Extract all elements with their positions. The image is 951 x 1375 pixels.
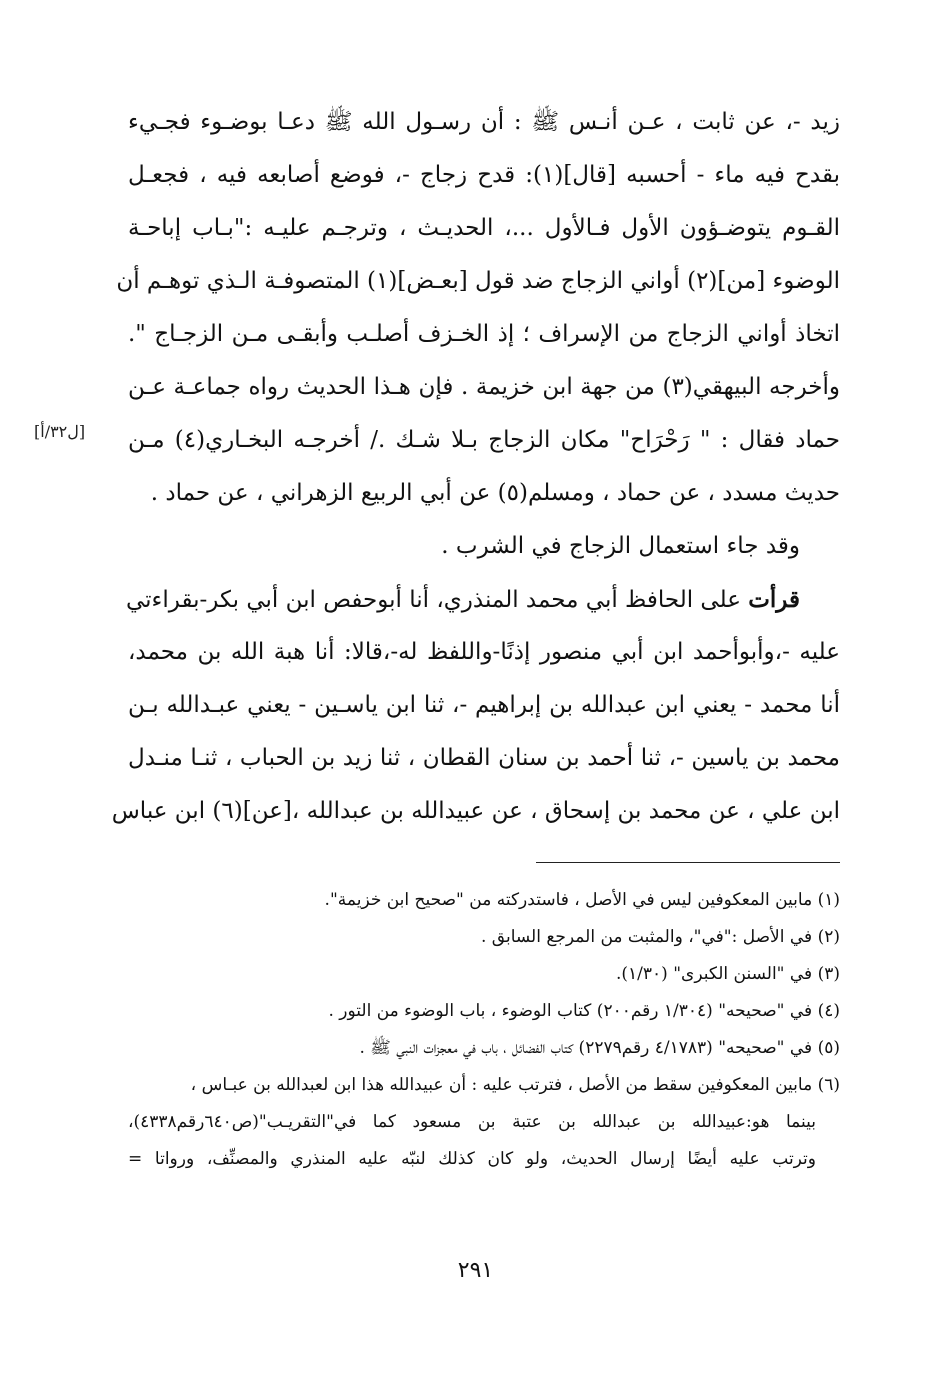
footnote-5: (٥) في "صحيحه" (٤/١٧٨٣ رقم٢٢٧٩) كتاب الفضائل ، باب في معجزات النبي ﷺ . — [359, 1038, 840, 1058]
footnote-separator — [536, 862, 840, 863]
footnote-3: (٣) في "السنن الكبرى" (١/٣٠). — [615, 964, 840, 984]
footnote-2: (٢) في الأصل :"في"، والمثبت من المرجع السابق . — [481, 927, 840, 947]
footnote-6: (٦) مابين المعكوفين سقط من الأصل ، فترتب عليه : أن عبيدالله هذا ابن لعبدالله بن عبـاس ، — [190, 1075, 840, 1095]
footnote-1: (١) مابين المعكوفين ليس في الأصل ، فاستدركته من "صحيح ابن خزيمة". — [324, 890, 840, 910]
paragraph-lead-word: قرأت — [748, 586, 800, 613]
text-line-3: القـوم يتوضـؤون الأول فـالأول ...، الحديـث ، وترجـم عليـه :"بـاب إباحـة — [128, 215, 840, 241]
text-line-1: زيد -، عن ثابت ، عـن أنـس ﷺ : أن رسـول الله ﷺ دعـا بوضـوء فجـيء — [128, 109, 840, 135]
text-line-2: بقدح فيه ماء - أحسبه [قال](١): قدح زجاج -، فوضع أصابعه فيه ، فجعـل — [128, 162, 840, 188]
footnote-6-continued: بينما هو:عبيدالله بن عبدالله بن عتبة بن مسعود كما في"التقريـب"(ص٦٤٠رقم٤٣٣٨)، — [128, 1112, 816, 1132]
main-text-body — [111, 96, 840, 838]
footnote-4: (٤) في "صحيحه" (١/٣٠٤ رقم٢٠٠) كتاب الوضوء ، باب الوضوء من التور . — [328, 1001, 840, 1021]
text-line-8: حديث مسدد ، عن حماد ، ومسلم(٥) عن أبي الربيع الزهراني ، عن حماد . — [150, 480, 840, 506]
text-line-7: حماد فقال : " رَحْرَاح" مكان الزجاج بـلا شـك ./ أخرجـه البخـاري(٤) مـن — [128, 427, 840, 453]
text-line-12: أنا محمد - يعني ابن عبدالله بن إبراهيم -، ثنا ابن ياسـين - يعني عبـدالله بـن — [128, 692, 840, 718]
text-line-13: محمد بن ياسين -، ثنا أحمد بن سنان القطان ، ثنا زيد بن الحباب ، ثنـا منـدل — [128, 745, 840, 771]
text-line-4: الوضوء [من](٢) أواني الزجاج ضد قول [بعـض](١) المتصوفـة الـذي توهـم أن — [116, 268, 840, 294]
footnotes — [128, 882, 840, 1178]
text-line-10 — [125, 573, 840, 626]
manuscript-folio-note: [ل٣٢/أ] — [34, 422, 86, 441]
text-line-6: وأخرجه البيهقي(٣) من جهة ابن خزيمة . فإن هـذا الحديث رواه جماعـة عـن — [128, 374, 840, 400]
footnote-6-continued-2: وترتب عليه أيضًا إرسال الحديث، ولو كان كذلك لنبّه عليه المنذري والمصنِّف، ورواتا = — [128, 1149, 816, 1169]
text-line-5: اتخاذ أواني الزجاج من الإسراف ؛ إذ الخـزف أصلـب وأبقـى مـن الزجـاج ". — [128, 321, 840, 347]
text-line-14: ابن علي ، عن محمد بن إسحاق ، عن عبيدالله بن عبدالله ،[عن](٦) ابن عباس — [111, 798, 840, 824]
page-number: ٢٩١ — [457, 1258, 494, 1283]
text-line-10-rest: على الحافظ أبي محمد المنذري، أنا أبوحفص ابن أبي بكر-بقراءتي — [125, 587, 741, 613]
text-line-9: وقد جاء استعمال الزجاج في الشرب . — [441, 533, 800, 559]
text-line-11: عليه -،وأبوأحمد ابن أبي منصور إذنًا-واللفظ له-،قالا: أنا هبة الله بن محمد، — [128, 639, 840, 665]
